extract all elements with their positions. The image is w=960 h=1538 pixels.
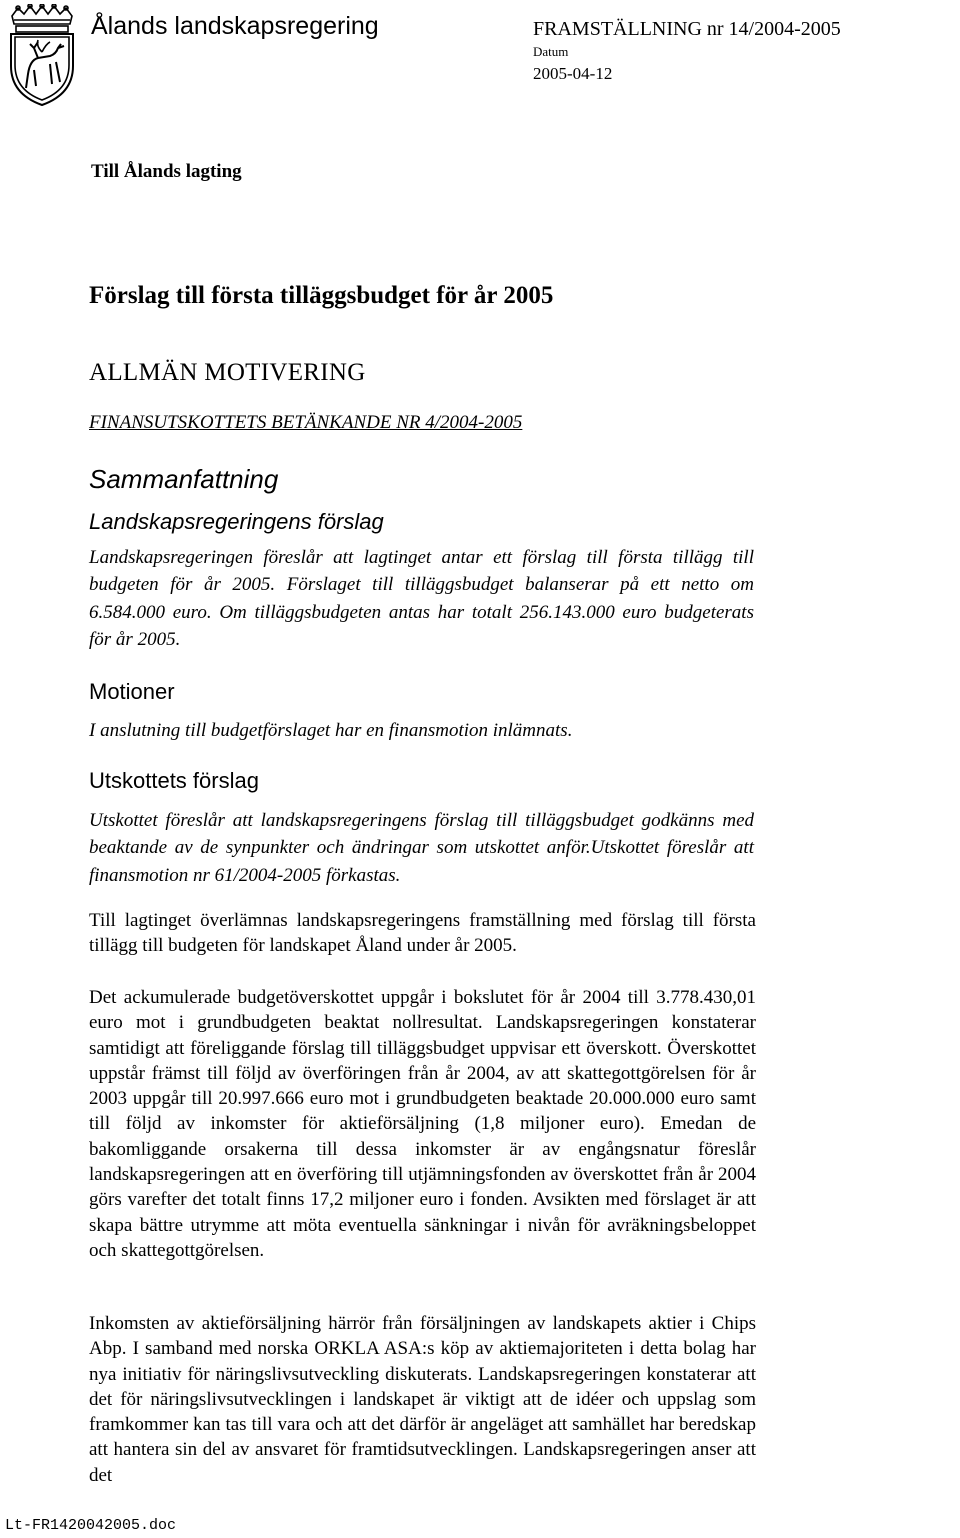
- government-proposal-text: Landskapsregeringen föreslår att lagtinget antar ett förslag till första tillägg till budgeten för år 2005. Förslaget till tilläggsbudget balanserar på ett netto om 6.584.000 euro. Om tilläggsbudgeten antas har totalt 256.143.000 euro budgeterats för år 2005.: [89, 547, 754, 650]
- organization-name: Ålands landskapsregering: [91, 12, 379, 40]
- date-label: Datum: [533, 44, 569, 59]
- body-paragraph-3: Inkomsten av aktieförsäljning härrör från försäljningen av landskapets aktier i Chips Abp. I samband med norska ORKLA ASA:s köp av aktiemajoriteten i detta bolag har nya initiativ för näringslivsutveckling diskuterats. Landskapsregeringen konstaterar att det för näringslivsutvecklingen i landskapet är viktigt att de idéer och uppslag som framkommer kan tas till vara och att det därför är angeläget att samhället har beredskap att hantera sin del av ansvaret för framtidsutvecklingen. Landskapsregeringen anser att det: [89, 1313, 756, 1486]
- committee-proposal-text: Utskottet föreslår att landskapsregeringens förslag till tilläggsbudget godkänns med beaktande av de synpunkter och ändringar som utskottet anför.Utskottet föreslår att finansmotion nr 61/2004-2005 förkastas.: [89, 810, 754, 886]
- motions-text: I anslutning till budgetförslaget har en finansmotion inlämnats.: [89, 720, 573, 741]
- motions-heading: Motioner: [89, 679, 175, 704]
- summary-heading: Sammanfattning: [89, 464, 279, 494]
- committee-report-title: FINANSUTSKOTTETS BETÄNKANDE NR 4/2004-2005: [89, 412, 523, 433]
- government-proposal-heading: Landskapsregeringens förslag: [89, 509, 384, 534]
- committee-proposal-heading: Utskottets förslag: [89, 768, 259, 793]
- document-type: FRAMSTÄLLNING nr 14/2004-2005: [533, 18, 841, 40]
- date-value: 2005-04-12: [533, 64, 613, 83]
- section-heading: ALLMÄN MOTIVERING: [89, 359, 366, 386]
- footer-filename: Lt-FR1420042005.doc: [5, 1517, 177, 1534]
- recipient: Till Ålands lagting: [91, 161, 242, 182]
- aland-coat-of-arms-icon: [6, 4, 78, 108]
- body-paragraph-2: Det ackumulerade budgetöverskottet uppgår i bokslutet för år 2004 till 3.778.430,01 euro mot i grundbudgeten beaktat nollresultat. Landskapsregeringen konstaterar samtidigt att föreliggande förslag till tilläggsbudget uppvisar ett överskott. Överskottet uppstår främst till följd av överföringen från år 2004, av att skattegottgörelsen för år 2003 uppgår till 20.997.666 euro mot i grundbudgeten beaktade 20.000.000 euro samt till följd av inkomster för aktieförsäljning (1,8 miljoner euro). Emedan de bakomliggande orsakerna till dessa inkomster är av engångsnatur föreslår landskapsregeringen att en överföring till utjämningsfonden av överskottet från år 2004 görs varefter det totalt finns 17,2 miljoner euro i fonden. Avsikten med förslaget är att skapa bättre utrymme att möta eventuella sänkningar i nivån för avräkningsbeloppet och skattegottgörelsen.: [89, 987, 756, 1261]
- document-title: Förslag till första tilläggsbudget för år 2005: [89, 282, 554, 309]
- body-paragraph-1: Till lagtinget överlämnas landskapsregeringens framställning med förslag till första tillägg till budgeten för landskapet Åland under år 2005.: [89, 910, 756, 957]
